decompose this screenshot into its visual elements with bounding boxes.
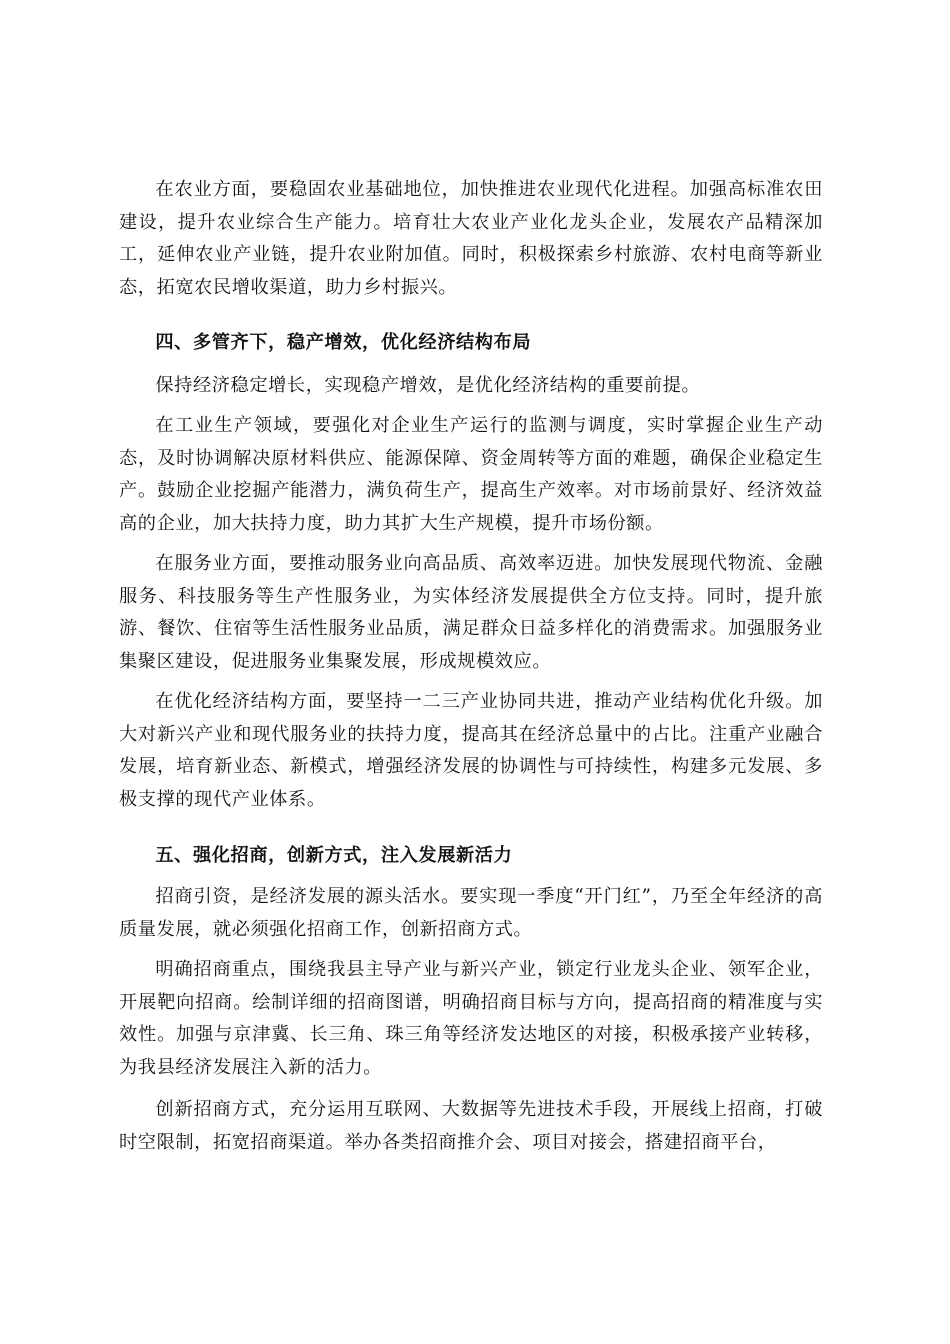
paragraph-agriculture: 在农业方面，要稳固农业基础地位，加快推进农业现代化进程。加强高标准农田建设，提升农业综合生产能力。培育壮大农业产业化龙头企业，发展农产品精深加工，延伸农业产业链，提升农业附加值。同时，积极探索乡村旅游、农村电商等新业态，拓宽农民增收渠道，助力乡村振兴。 <box>119 179 823 298</box>
paragraph-investment-focus: 明确招商重点，围绕我县主导产业与新兴产业，锁定行业龙头企业、领军企业，开展靶向招商。绘制详细的招商图谱，明确招商目标与方向，提高招商的精准度与实效性。加强与京津冀、长三角、珠三角等经济发达地区的对接，积极承接产业转移，为我县经济发展注入新的活力。 <box>119 959 823 1078</box>
paragraph-industry: 在工业生产领域，要强化对企业生产运行的监测与调度，实时掌握企业生产动态，及时协调解决原材料供应、能源保障、资金周转等方面的难题，确保企业稳定生产。鼓励企业挖掘产能潜力，满负荷生产，提高生产效率。对市场前景好、经济效益高的企业，加大扶持力度，助力其扩大生产规模，提升市场份额。 <box>119 415 823 534</box>
section-heading-5: 五、强化招商，创新方式，注入发展新活力 <box>155 845 513 866</box>
paragraph-structure: 在优化经济结构方面，要坚持一二三产业协同共进，推动产业结构优化升级。加大对新兴产业和现代服务业的扶持力度，提高其在经济总量中的占比。注重产业融合发展，培育新业态、新模式，增强经济发展的协调性与可持续性，构建多元发展、多极支撑的现代产业体系。 <box>119 691 823 810</box>
paragraph-investment-methods: 创新招商方式，充分运用互联网、大数据等先进技术手段，开展线上招商，打破时空限制，拓宽招商渠道。举办各类招商推介会、项目对接会，搭建招商平台， <box>119 1099 823 1153</box>
paragraph-investment-intro: 招商引资，是经济发展的源头活水。要实现一季度“开门红”，乃至全年经济的高质量发展，就必须强化招商工作，创新招商方式。 <box>119 886 823 940</box>
paragraph-services: 在服务业方面，要推动服务业向高品质、高效率迈进。加快发展现代物流、金融服务、科技服务等生产性服务业，为实体经济发展提供全方位支持。同时，提升旅游、餐饮、住宿等生活性服务业品质，满足群众日益多样化的消费需求。加强服务业集聚区建设，促进服务业集聚发展，形成规模效应。 <box>119 553 823 672</box>
section-heading-4: 四、多管齐下，稳产增效，优化经济结构布局 <box>155 332 532 353</box>
paragraph-stable-growth: 保持经济稳定增长，实现稳产增效，是优化经济结构的重要前提。 <box>155 375 701 396</box>
